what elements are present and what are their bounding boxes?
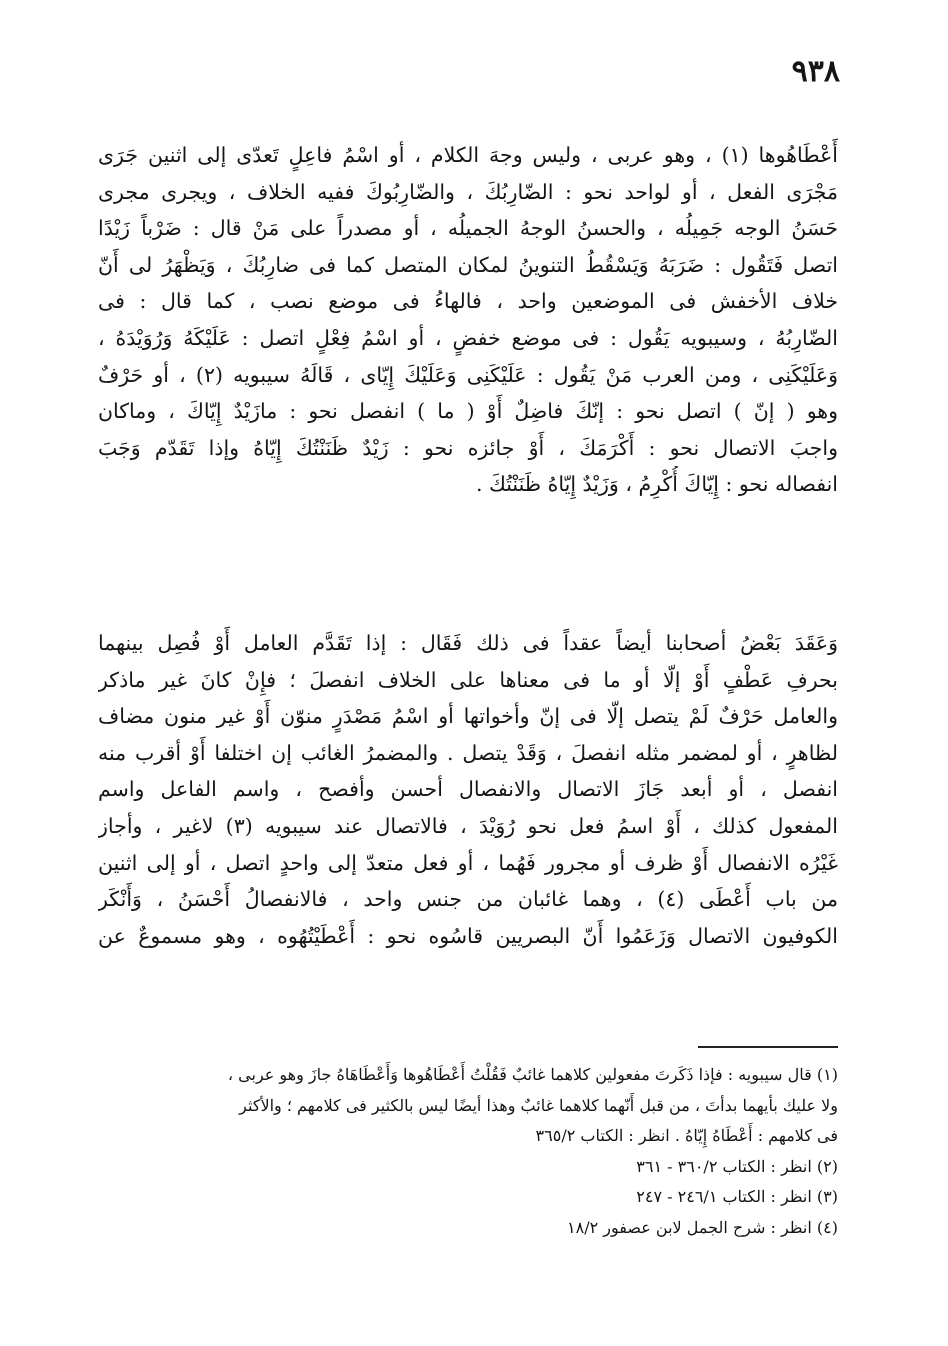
footnote-line: فى كلامهم : أَعْطَاهُ إِيّاهُ . انظر : الكتاب ٣٦٥/٢ bbox=[535, 1126, 838, 1145]
paragraph-line: والعامل حَرْفٌ لَمْ يتصل إلّا فى إنّ وأخواتها أو اسْمُ مَصْدَرٍ منوّن أَوْ غير منون مضاف bbox=[98, 704, 838, 729]
footnote-3: (٣) انظر : الكتاب ٢٤٦/١ - ٢٤٧ bbox=[636, 1187, 838, 1206]
paragraph-line: وهو ( إنّ ) اتصل نحو : إنّكَ فاضِلٌ أَوْ ( ما ) انفصل نحو : مازَيْدٌ إِيّاكَ ، وماكان bbox=[98, 399, 838, 424]
footnote-1 bbox=[98, 1060, 838, 1152]
paragraph-line: أَعْطَاهُوها (١) ، وهو عربى ، وليس وجهَ الكلام ، أو اسْمُ فاعِلٍ تَعدّى إلى اثنين جَرَى bbox=[98, 143, 838, 167]
paragraph-line: المفعول كذلك ، أَوْ اسمُ فعل نحو رُوَيْدَ ، فالاتصال عند سيبويه (٣) لاغير ، وأجاز bbox=[98, 813, 838, 838]
body-paragraph-2 bbox=[98, 625, 838, 954]
footnote-2: (٢) انظر : الكتاب ٣٦٠/٢ - ٣٦١ bbox=[636, 1156, 838, 1176]
footnote-separator bbox=[698, 1046, 838, 1048]
paragraph-line: اتصل فَتَقُول : ضَرَبَهُ وَيَسْقُطُ التنوينُ لمكان المتصل كما فى ضارِبُكَ ، وَيَظْهَرُ لى أَنّ bbox=[98, 252, 838, 277]
body-paragraph-1 bbox=[98, 137, 838, 503]
paragraph-line: انفصاله نحو : إِيّاكَ أُكْرِمُ ، وَزَيْدٌ إِيّاهُ ظَنَنْتُكَ . bbox=[475, 472, 838, 497]
paragraph-line: الكوفيون الاتصال وَزَعَمُوا أَنّ البصريين قاسُوه نحو : أَعْطَيْتُهُوه ، وهو مسموعٌ عن bbox=[98, 923, 838, 948]
paragraph-line: حَسَنُ الوجه جَمِيلُه ، والحسنُ الوجهُ الجميلُه ، أو مصدراً على مَنْ قال : ضَرْباً زَيْدًا bbox=[98, 216, 838, 241]
paragraph-line: خلاف الأخفش فى الموضعين واحد ، فالهاءُ فى موضع نصب ، كما قال : فى bbox=[98, 289, 838, 314]
paragraph-line: مَجْرَى الفعل ، أو لواحد نحو : الضّارِبُكَ ، والضّارِبُوكَ ففيه الخلاف ، ويجرى مجرى bbox=[98, 179, 838, 204]
footnotes bbox=[98, 1060, 838, 1243]
paragraph-line: بحرفِ عَطْفٍ أَوْ إلّا أو ما فى معناها على الخلاف انفصلَ ؛ فإِنْ كانَ غير ماذكر bbox=[98, 667, 838, 692]
paragraph-line: وَعَلَيْكَنِى ، ومن العرب مَنْ يَقُول : عَلَيْكَنِى وَعَلَيْكَ إِيّاى ، قَالَهُ سيبويه (٢) ، أو حَرْفٌ bbox=[98, 362, 838, 387]
footnote-line: ولا عليك بأيهما بدأتَ ، من قبل أَنّهما كلاهما غائبٌ وهذا أيضًا ليس بالكثير فى كلامهم ؛ والأكثر bbox=[239, 1095, 838, 1115]
paragraph-line: لظاهرٍ ، أو لمضمر مثله انفصلَ ، وَقَدْ يتصل . والمضمرُ الغائب إن اختلفا أَوْ أقرب منه bbox=[98, 740, 838, 765]
page-number: ٩٣٨ bbox=[791, 54, 840, 89]
footnote-line: (١) قال سيبويه : فإذا ذَكَرتَ مفعولين كلاهما غائبٌ فَقُلْتُ أَعْطَاهُوها وَأَعْطَاهَاهُ جازَ وهو عربى ، bbox=[227, 1065, 838, 1084]
paragraph-line: انفصل ، أو أبعد جَازَ الاتصال والانفصال أحسن وأفصح ، واسم الفاعل واسم bbox=[98, 777, 838, 802]
paragraph-line: وَعَقَدَ بَعْضُ أصحابنا أيضاً عقداً فى ذلك فَقَال : إذا تَقَدَّم العامل أَوْ فُصِل بينهما bbox=[98, 631, 838, 655]
paragraph-line: غَيْرُه الانفصال أَوْ ظرف أو مجرور فَهُما ، أو فعل متعدّ إلى واحدٍ اتصل ، أو إلى اثنين bbox=[98, 850, 838, 875]
paragraph-line: الضّارِبُهُ ، وسيبويه يَقُول : فى موضع خفضٍ ، أو اسْمُ فِعْلٍ اتصل : عَلَيْكَهُ وَرُوَيْدَهُ ، bbox=[98, 325, 838, 350]
footnote-4: (٤) انظر : شرح الجمل لابن عصفور ١٨/٢ bbox=[567, 1217, 838, 1237]
paragraph-line: واجبَ الاتصال نحو : أَكْرَمَكَ ، أَوْ جائزه نحو : زَيْدٌ ظَنَنْتُكَ إِيّاهُ وإذا تَقَدّم وَجَبَ bbox=[98, 435, 838, 460]
paragraph-line: من باب أَعْطَى (٤) ، وهما غائبان من جنس واحد ، فالانفصالُ أَحْسَنُ ، وَأَنْكَر bbox=[98, 887, 838, 912]
